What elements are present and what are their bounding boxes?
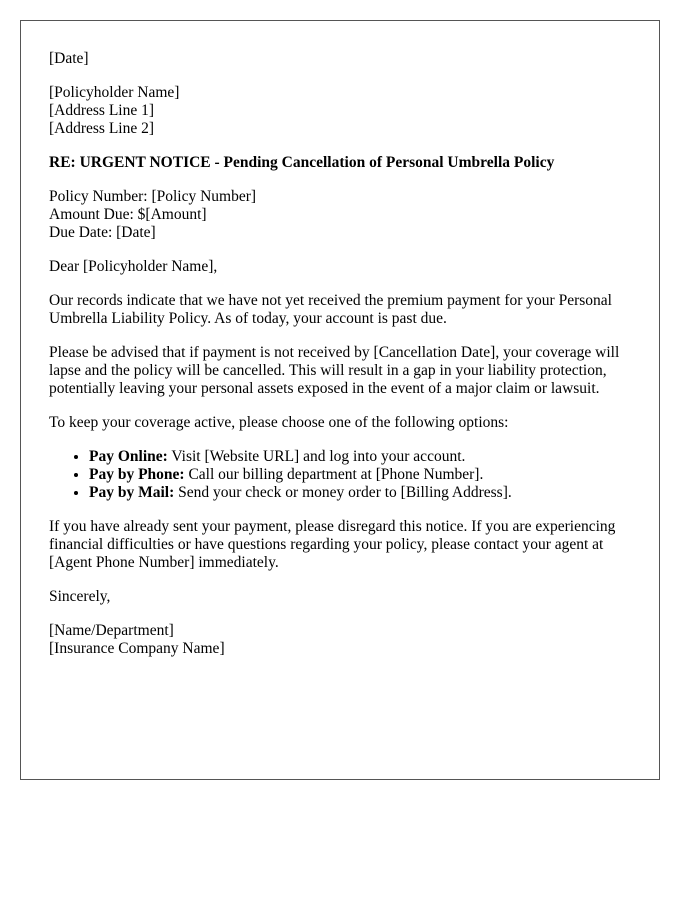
amount-due: Amount Due: $[Amount]	[49, 206, 207, 223]
recipient-name: [Policyholder Name]	[49, 84, 180, 101]
salutation: Dear [Policyholder Name],	[49, 258, 218, 275]
payment-option-text: Call our billing department at [Phone Number].	[184, 466, 484, 483]
recipient-address-line-2: [Address Line 2]	[49, 120, 155, 137]
letter-page	[20, 20, 660, 780]
payment-option-label: Pay Online:	[89, 448, 168, 465]
policy-number: Policy Number: [Policy Number]	[49, 188, 257, 205]
closing: Sincerely,	[49, 588, 111, 605]
paragraph-options-intro: To keep your coverage active, please choose one of the following options:	[49, 414, 509, 431]
payment-option-online	[89, 448, 631, 466]
payment-option-mail	[89, 484, 631, 502]
payment-options-list	[49, 448, 631, 502]
subject-line: RE: URGENT NOTICE - Pending Cancellation of Personal Umbrella Policy	[49, 154, 555, 171]
recipient-address-block	[49, 84, 631, 138]
signature-name: [Name/Department]	[49, 622, 174, 639]
payment-option-label: Pay by Mail:	[89, 484, 175, 501]
signature-block	[49, 622, 631, 658]
paragraph-disregard-notice: If you have already sent your payment, please disregard this notice. If you are experiencing financial difficulties or have questions regarding your policy, please contact your agent at [Agent Phone Number] immediately.	[49, 518, 616, 571]
payment-option-text: Visit [Website URL] and log into your account.	[167, 448, 466, 465]
recipient-address-line-1: [Address Line 1]	[49, 102, 155, 119]
letter-date-block	[49, 50, 631, 68]
payment-option-text: Send your check or money order to [Billing Address].	[174, 484, 512, 501]
paragraph-cancellation-warning: Please be advised that if payment is not received by [Cancellation Date], your coverage will lapse and the policy will be cancelled. This will result in a gap in your liability protection, potentially leaving your personal assets exposed in the event of a major claim or lawsuit.	[49, 344, 620, 397]
payment-option-label: Pay by Phone:	[89, 466, 185, 483]
signature-company: [Insurance Company Name]	[49, 640, 225, 657]
policy-details-block	[49, 188, 631, 242]
payment-option-phone	[89, 466, 631, 484]
due-date: Due Date: [Date]	[49, 224, 156, 241]
paragraph-past-due: Our records indicate that we have not yet received the premium payment for your Personal Umbrella Liability Policy. As of today, your account is past due.	[49, 292, 612, 327]
letter-date: [Date]	[49, 50, 89, 67]
